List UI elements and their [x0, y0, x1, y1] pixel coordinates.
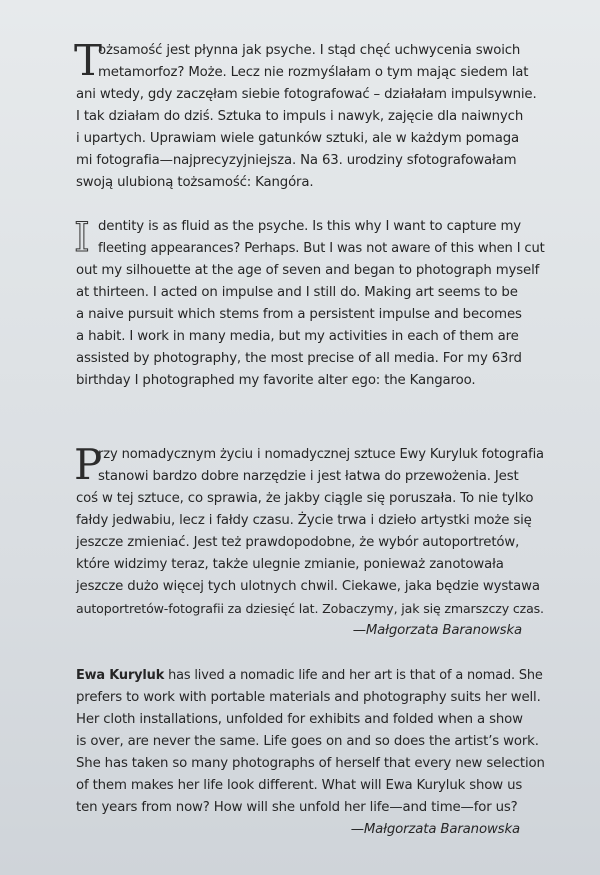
polish-intro-text: [74, 36, 546, 194]
text-line: Her cloth installations, unfolded for exhibits and folded when a show: [76, 712, 523, 727]
author-name: Ewa Kuryluk: [76, 668, 165, 683]
dropcap-letter-p: P: [74, 440, 103, 489]
text-line: prefers to work with portable materials and photography suits her well.: [76, 690, 541, 705]
text-line: rzy nomadycznym życiu i nomadycznej sztuce Ewy Kuryluk fotografia: [98, 447, 544, 462]
text-line: jeszcze zmieniać. Jest też prawdopodobne, że wybór autoportretów,: [76, 535, 520, 550]
text-line: ten years from now? How will she unfold her life—and time—for us?: [76, 800, 518, 815]
text-line: I tak działam do dziś. Sztuka to impuls i nawyk, zajęcie dla naiwnych: [76, 109, 524, 124]
text-line: [76, 665, 546, 687]
text-line: a naive pursuit which stems from a persistent impulse and becomes: [76, 307, 522, 322]
text-line: mi fotografia—najprecyzyjniejsza. Na 63. urodziny sfotografowałam: [76, 153, 517, 168]
polish-intro-paragraph: [74, 36, 546, 194]
text-line: i upartych. Uprawiam wiele gatunków sztuki, ale w każdym pomaga: [76, 131, 519, 146]
text-line: ani wtedy, gdy zaczęłam siebie fotografować – działałam impulsywnie.: [76, 87, 537, 102]
signature: —Małgorzata Baranowska: [350, 822, 520, 837]
text-line: She has taken so many photographs of herself that every new selection: [76, 756, 545, 771]
english-commentary-paragraph: [76, 665, 546, 841]
polish-commentary-paragraph: [74, 440, 546, 642]
text-line: autoportretów-fotografii za dziesięć lat. Zobaczymy, jak się zmarszczy czas.: [76, 601, 544, 616]
english-intro-paragraph: [76, 216, 546, 392]
dropcap-letter-t: T: [74, 36, 102, 85]
english-commentary-text: [76, 665, 546, 819]
text-line: które widzimy teraz, także ulegnie zmianie, ponieważ zanotowała: [76, 557, 504, 572]
text-line: is over, are never the same. Life goes on and so does the artist’s work.: [76, 734, 539, 749]
dropcap-letter-i: I: [74, 215, 90, 261]
text-line: birthday I photographed my favorite alter ego: the Kangaroo.: [76, 373, 476, 388]
text-line: at thirteen. I acted on impulse and I still do. Making art seems to be: [76, 285, 518, 300]
text-line: a habit. I work in many media, but my activities in each of them are: [76, 329, 519, 344]
text-line: stanowi bardzo dobre narzędzie i jest łatwa do przewożenia. Jest: [98, 469, 519, 484]
polish-commentary-text: [74, 440, 546, 620]
text-line: of them makes her life look different. What will Ewa Kuryluk show us: [76, 778, 523, 793]
text-fragment: has lived a nomadic life and her art is that of a nomad. She: [164, 668, 543, 683]
text-line: fałdy jedwabiu, lecz i fałdy czasu. Życie trwa i dzieło artystki może się: [76, 513, 532, 528]
text-line: dentity is as fluid as the psyche. Is this why I want to capture my: [98, 219, 522, 234]
text-line: metamorfoz? Może. Lecz nie rozmyślałam o tym mając siedem lat: [98, 65, 529, 80]
text-line: out my silhouette at the age of seven and began to photograph myself: [76, 263, 540, 278]
text-line: ożsamość jest płynna jak psyche. I stąd chęć uchwycenia swoich: [98, 43, 521, 58]
english-intro-text: [76, 216, 546, 392]
text-line: coś w tej sztuce, co sprawia, że jakby ciągle się poruszała. To nie tylko: [76, 491, 534, 506]
text-line: jeszcze dużo więcej tych ulotnych chwil. Ciekawe, jaka będzie wystawa: [76, 579, 540, 594]
signature: —Małgorzata Baranowska: [352, 623, 522, 638]
text-line: swoją ulubioną tożsamość: Kangóra.: [76, 175, 314, 190]
text-line: fleeting appearances? Perhaps. But I was not aware of this when I cut: [98, 241, 545, 256]
text-line: assisted by photography, the most precise of all media. For my 63rd: [76, 351, 522, 366]
